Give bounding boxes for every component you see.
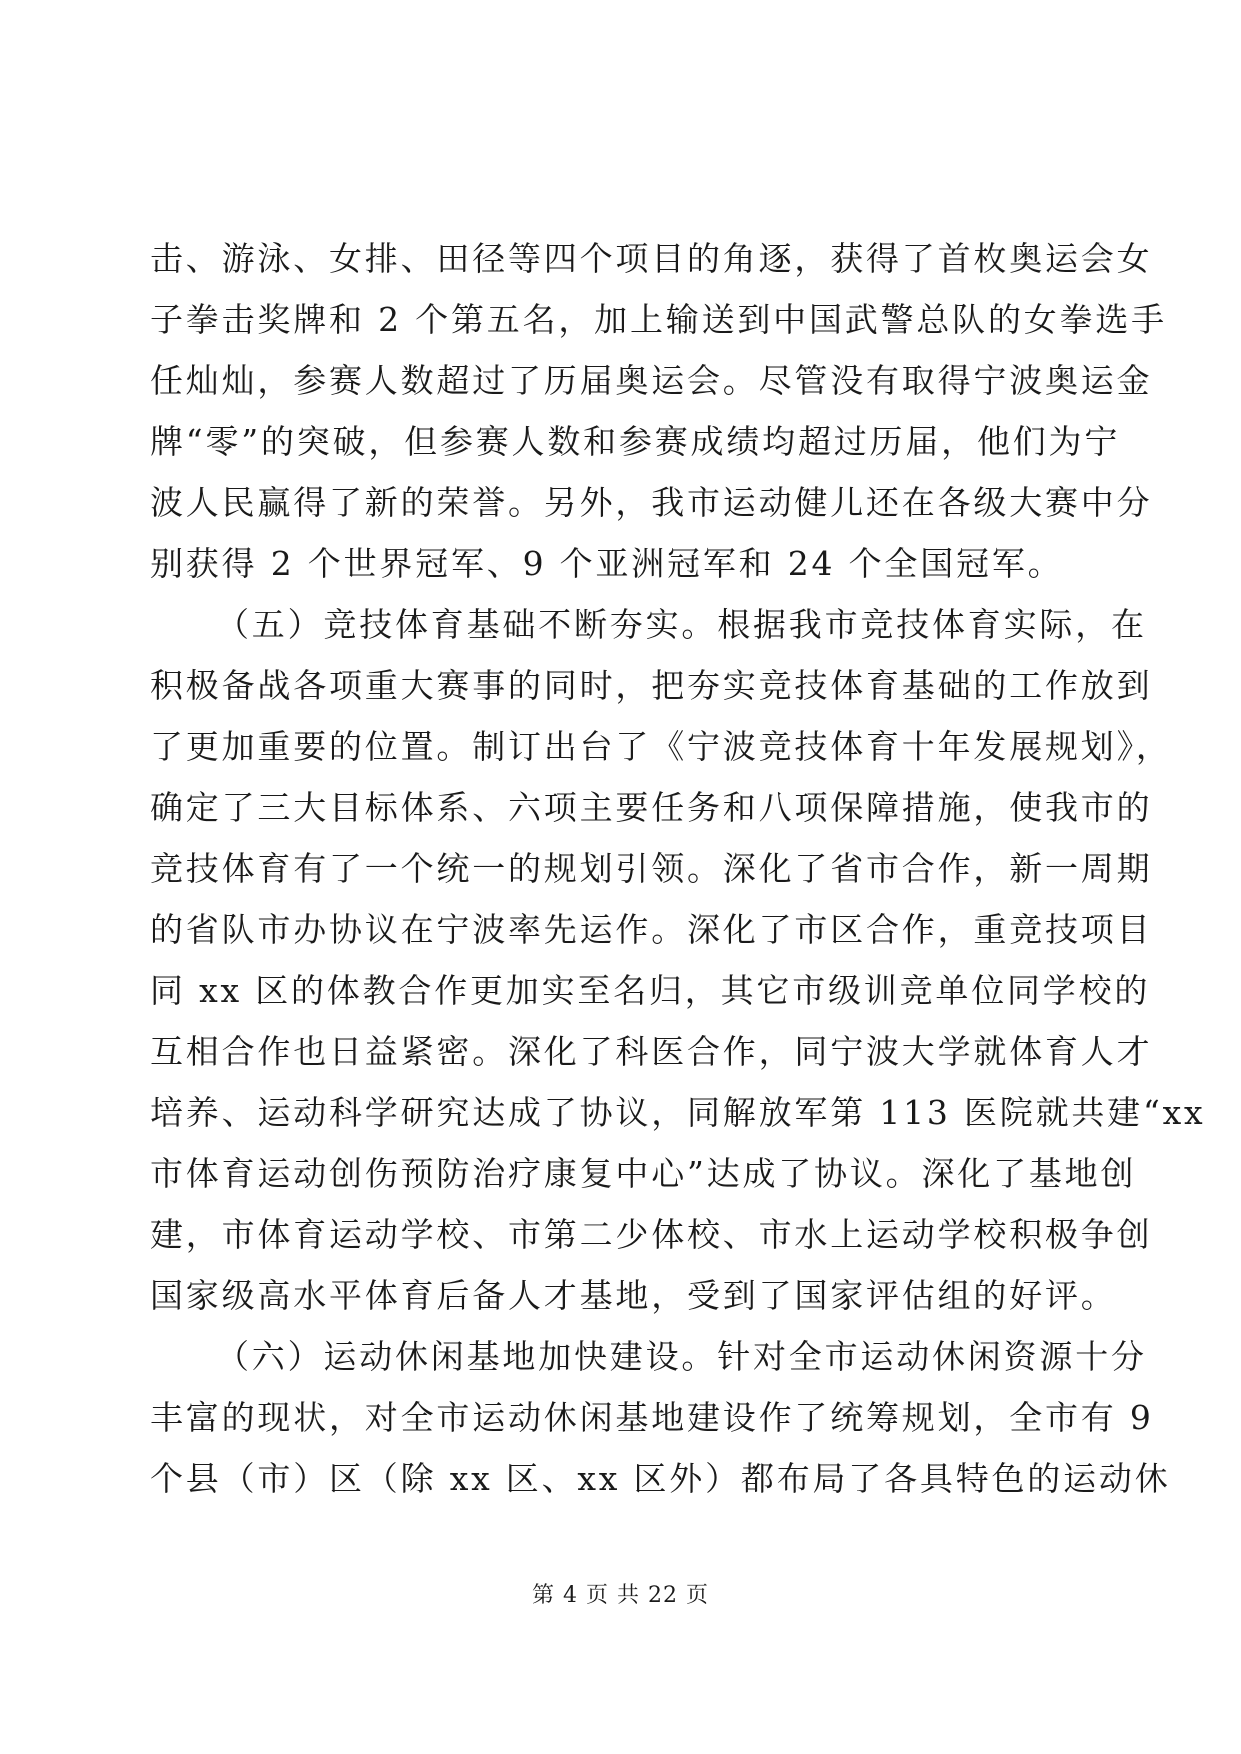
text-line: 同 xx 区的体教合作更加实至名归，其它市级训竞单位同学校的 [150,971,1151,1010]
text-line: 牌“零”的突破，但参赛人数和参赛成绩均超过历届，他们为宁 [150,422,1121,461]
text-line: 竞技体育有了一个统一的规划引领。深化了省市合作，新一周期 [150,849,1153,888]
text-line: 市体育运动创伤预防治疗康复中心”达成了协议。深化了基地创 [150,1154,1137,1193]
text-line: 了更加重要的位置。制订出台了《宁波竞技体育十年发展规划》， [150,727,1172,766]
text-line: 别获得 2 个世界冠军、9 个亚洲冠军和 24 个全国冠军。 [150,544,1064,583]
text-line: 丰富的现状，对全市运动休闲基地建设作了统筹规划，全市有 9 [150,1398,1154,1437]
paragraph-heading-6: （六）运动休闲基地加快建设。针对全市运动休闲资源十分 [216,1337,1147,1376]
text-line: 波人民赢得了新的荣誉。另外，我市运动健儿还在各级大赛中分 [150,483,1153,522]
body-text [150,228,1206,1509]
text-line: 的省队市办协议在宁波率先运作。深化了市区合作，重竞技项目 [150,910,1153,949]
text-line: 互相合作也日益紧密。深化了科医合作，同宁波大学就体育人才 [150,1032,1153,1071]
text-line: 击、游泳、女排、田径等四个项目的角逐，获得了首枚奥运会女 [150,239,1153,278]
text-line: 培养、运动科学研究达成了协议，同解放军第 113 医院就共建“xx [150,1093,1206,1132]
text-line: 个县（市）区（除 xx 区、xx 区外）都布局了各具特色的运动休 [150,1459,1171,1498]
text-line: 积极备战各项重大赛事的同时，把夯实竞技体育基础的工作放到 [150,666,1153,705]
text-line: 建，市体育运动学校、市第二少体校、市水上运动学校积极争创 [150,1215,1153,1254]
text-line: 子拳击奖牌和 2 个第五名，加上输送到中国武警总队的女拳选手 [150,300,1167,339]
page-footer: 第 4 页 共 22 页 [532,1583,709,1608]
text-line: 确定了三大目标体系、六项主要任务和八项保障措施，使我市的 [150,788,1153,827]
text-line: 国家级高水平体育后备人才基地，受到了国家评估组的好评。 [150,1276,1117,1315]
text-line: 任灿灿，参赛人数超过了历届奥运会。尽管没有取得宁波奥运金 [150,361,1153,400]
paragraph-heading-5: （五）竞技体育基础不断夯实。根据我市竞技体育实际，在 [216,605,1147,644]
